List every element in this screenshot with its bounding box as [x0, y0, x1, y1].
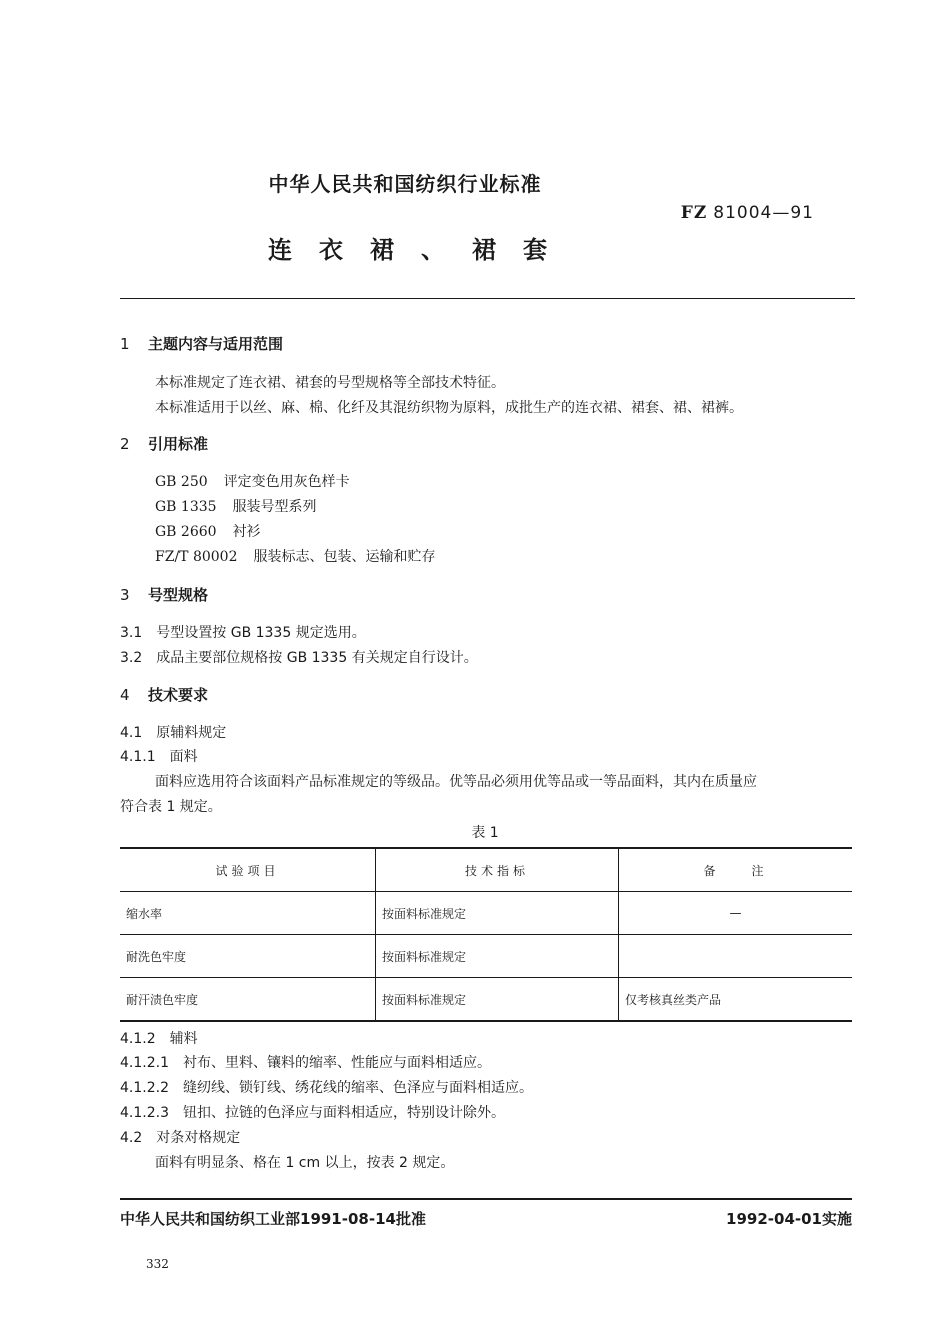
table-header-cell: 技术指标	[376, 848, 619, 892]
section-number: 4	[120, 686, 130, 704]
table-cell: 按面料标准规定	[376, 892, 619, 935]
header-divider	[120, 298, 855, 299]
section-title: 引用标准	[148, 435, 209, 453]
clause-4-1-2	[120, 1028, 198, 1048]
reference-item	[155, 496, 317, 516]
clause-text: 号型设置按 GB 1335 规定选用。	[156, 625, 366, 641]
implementation-date: 1992-04-01实施	[726, 1210, 852, 1228]
clause-text: 辅料	[169, 1031, 198, 1047]
table-row	[120, 978, 852, 1022]
reference-code: GB 2660	[155, 524, 217, 540]
clause-text: 衬布、里料、镶料的缩率、性能应与面料相适应。	[182, 1055, 491, 1071]
clause-3-1	[120, 622, 366, 642]
page-number: 332	[146, 1257, 169, 1271]
footer-divider	[120, 1198, 852, 1200]
standard-prefix: FZ	[680, 203, 708, 223]
table-cell: 耐洗色牢度	[120, 935, 376, 978]
reference-name: 服装标志、包装、运输和贮存	[253, 549, 436, 565]
clause-number: 4.1.2.1	[120, 1055, 169, 1071]
clause-number: 4.1	[120, 725, 143, 741]
clause-number: 4.1.2	[120, 1031, 156, 1047]
section-4-heading	[120, 684, 208, 705]
section-number: 2	[120, 435, 130, 453]
section-number: 1	[120, 335, 130, 353]
clause-number: 4.1.1	[120, 749, 156, 765]
table-cell: 耐汗渍色牢度	[120, 978, 376, 1022]
reference-code: GB 1335	[155, 499, 217, 515]
reference-item	[155, 471, 350, 491]
clause-4-1-2-3	[120, 1102, 505, 1122]
clause-4-2	[120, 1127, 240, 1147]
section-title: 主题内容与适用范围	[148, 335, 284, 353]
approval-statement: 中华人民共和国纺织工业部1991-08-14批准	[120, 1210, 426, 1228]
section-1-heading	[120, 333, 283, 354]
stripe-check-paragraph: 面料有明显条、格在 1 cm 以上，按表 2 规定。	[155, 1155, 455, 1171]
issuing-organization-title: 中华人民共和国纺织行业标准	[268, 172, 542, 196]
clause-4-1-1	[120, 746, 198, 766]
section-1-paragraph-2: 本标准适用于以丝、麻、棉、化纤及其混纺织物为原料，成批生产的连衣裙、裙套、裙、裙裤。	[155, 400, 743, 416]
section-1-paragraph-1: 本标准规定了连衣裙、裙套的号型规格等全部技术特征。	[155, 375, 505, 391]
table-cell: —	[729, 906, 742, 920]
clause-number: 4.2	[120, 1130, 143, 1146]
standard-code	[681, 203, 814, 223]
table-row	[120, 935, 852, 978]
clause-3-2	[120, 647, 478, 667]
section-2-heading	[120, 433, 208, 454]
table-cell: 缩水率	[120, 892, 376, 935]
clause-4-1-2-1	[120, 1052, 491, 1072]
document-title: 连衣裙、裙套	[268, 236, 574, 264]
table-cell	[619, 935, 853, 978]
table-cell: 仅考核真丝类产品	[625, 992, 722, 1007]
fabric-paragraph-line-2: 符合表 1 规定。	[120, 799, 222, 815]
clause-number: 4.1.2.3	[120, 1105, 169, 1121]
clause-4-1	[120, 722, 226, 742]
section-title: 号型规格	[148, 586, 209, 604]
clause-text: 原辅料规定	[156, 725, 227, 741]
fabric-paragraph-line-1: 面料应选用符合该面料产品标准规定的等级品。优等品必须用优等品或一等品面料，其内在质量应	[155, 774, 757, 790]
reference-item	[155, 546, 435, 566]
table-header-cell: 试验项目	[120, 848, 376, 892]
reference-code: FZ/T 80002	[155, 549, 238, 565]
table-cell: 按面料标准规定	[376, 978, 619, 1022]
clause-text: 成品主要部位规格按 GB 1335 有关规定自行设计。	[156, 650, 478, 666]
reference-code: GB 250	[155, 474, 208, 490]
standard-number: 81004—91	[713, 203, 814, 223]
reference-item	[155, 521, 261, 541]
clause-text: 缝纫线、锁钉线、绣花线的缩率、色泽应与面料相适应。	[182, 1080, 533, 1096]
clause-text: 钮扣、拉链的色泽应与面料相适应，特别设计除外。	[182, 1105, 505, 1121]
table-1	[120, 847, 852, 1022]
section-3-heading	[120, 584, 208, 605]
section-number: 3	[120, 586, 130, 604]
clause-text: 对条对格规定	[156, 1130, 241, 1146]
clause-number: 4.1.2.2	[120, 1080, 169, 1096]
table-header-row	[120, 848, 852, 892]
table-cell: 按面料标准规定	[376, 935, 619, 978]
table-header-cell: 备 注	[703, 863, 768, 878]
table-1-caption: 表 1	[471, 825, 499, 841]
section-title: 技术要求	[148, 686, 209, 704]
clause-text: 面料	[169, 749, 198, 765]
reference-name: 评定变色用灰色样卡	[223, 474, 350, 490]
clause-number: 3.2	[120, 650, 143, 666]
clause-4-1-2-2	[120, 1077, 533, 1097]
clause-number: 3.1	[120, 625, 143, 641]
reference-name: 衬衫	[232, 524, 261, 540]
reference-name: 服装号型系列	[232, 499, 317, 515]
table-row	[120, 892, 852, 935]
